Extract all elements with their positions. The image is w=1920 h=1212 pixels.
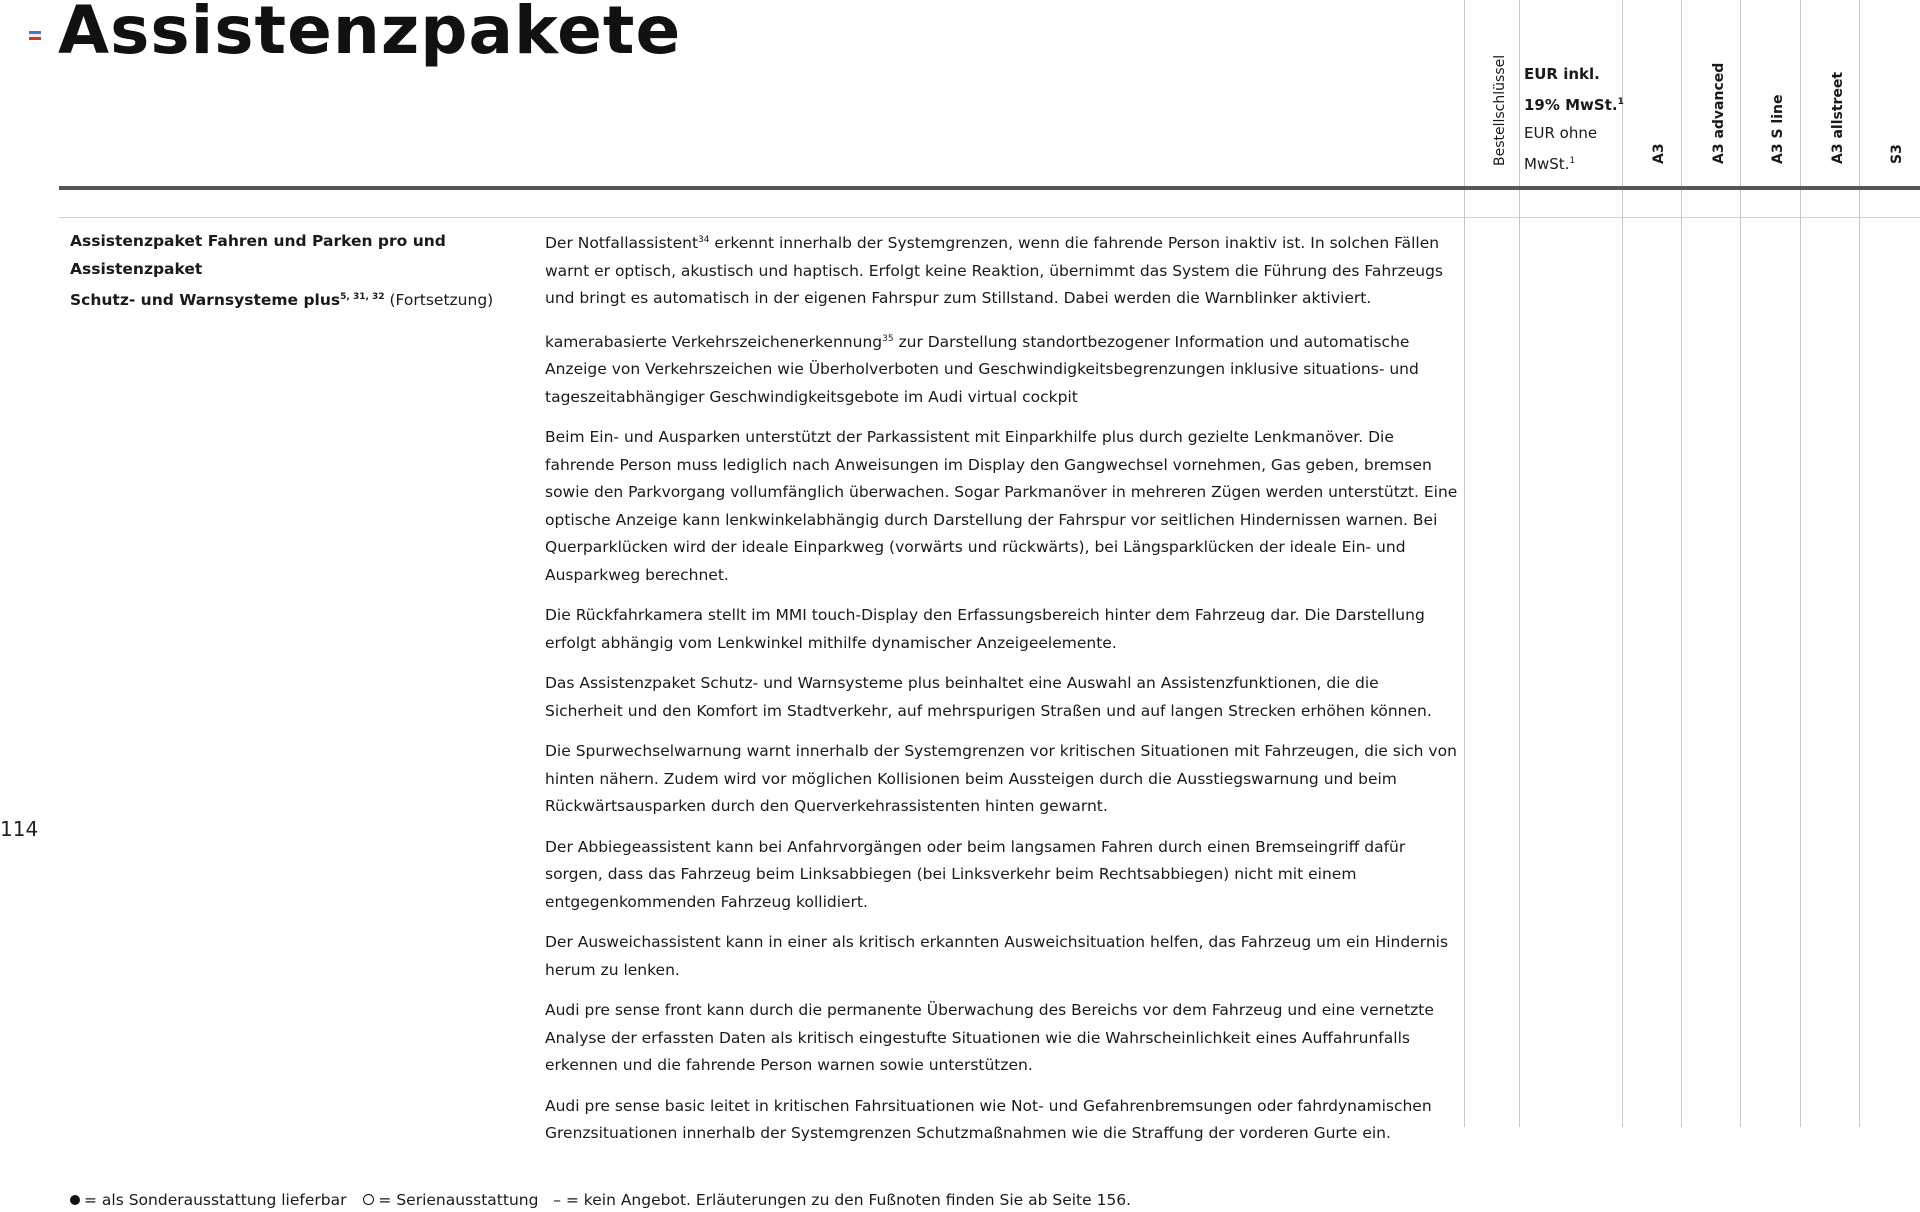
column-divider <box>1740 0 1741 1127</box>
price-excl-line2: MwSt. <box>1524 155 1570 173</box>
paragraph: Das Assistenzpaket Schutz- und Warnsysteme plus beinhaltet eine Auswahl an Assistenzfunktionen, die die Sicherheit und den Komfort im Stadtverkehr, auf mehrspurigen Straßen und auf langen Strecken erhöhen können. <box>545 674 1432 720</box>
row-divider <box>59 217 1920 218</box>
flag-icon <box>29 31 41 40</box>
price-excl-line1: EUR ohne <box>1524 124 1598 142</box>
legend-none: – = kein Angebot. Erläuterungen zu den Fußnoten finden Sie ab Seite 156. <box>553 1191 1132 1209</box>
description-text <box>545 227 1460 1161</box>
paragraph: Der Abbiegeassistent kann bei Anfahrvorgängen oder beim langsamen Fahren durch einen Bremseingriff dafür sorgen, dass das Fahrzeug beim Linksabbiegen (bei Linksverkehr beim Rechtsabbiegen) nicht mit einem entgegenkommenden Fahrzeug kollidiert. <box>545 837 1406 911</box>
open-circle-icon <box>363 1194 374 1205</box>
paragraph: Die Spurwechselwarnung warnt innerhalb der Systemgrenzen vor kritischen Situationen mit Fahrzeugen, die sich von hinten nähern. Zudem wird vor möglichen Kollisionen beim Aussteigen durch die Ausstiegswarnung und beim Rückwärtsausparken durch den Querverkehrassistenten hinten gewarnt. <box>545 742 1457 816</box>
flag-stripe-red <box>29 37 41 40</box>
column-header-model <box>1691 40 1731 180</box>
order-key-label: Bestellschlüssel <box>1492 54 1508 166</box>
header-divider <box>59 186 1920 190</box>
column-divider <box>1681 0 1682 1127</box>
column-divider <box>1859 0 1860 1127</box>
column-divider <box>1519 0 1520 1127</box>
column-header-order-key <box>1472 38 1512 178</box>
column-header-model <box>1631 40 1671 180</box>
model-label: A3 S line <box>1770 94 1786 164</box>
price-incl-line1: EUR inkl. <box>1524 65 1600 83</box>
price-incl-line2: 19% MwSt. <box>1524 96 1618 114</box>
paragraph: Der Notfallassistent$^{34}$ erkennt innerhalb der Systemgrenzen, wenn die fahrende Person inaktiv ist. In solchen Fällen warnt er optisch, akustisch und haptisch. Erfolgt keine Reaktion, übernimmt das System die Führung des Fahrzeugs und bringt es automatisch in der eigenen Fahrspur zum Stillstand. Dabei werden die Warnblinker aktiviert. <box>545 234 1444 308</box>
price-excl-footnote: 1 <box>1569 156 1576 166</box>
model-label: A3 allstreet <box>1830 71 1846 164</box>
page-number: 114 <box>0 817 39 841</box>
column-header-model <box>1750 40 1790 180</box>
model-label: A3 advanced <box>1711 62 1727 164</box>
section-title-line2: Schutz- und Warnsysteme plus <box>70 291 341 310</box>
paragraph: kamerabasierte Verkehrszeichenerkennung$^{35}$ zur Darstellung standortbezogener Information und automatische Anzeige von Verkehrszeichen wie Überholverboten und Geschwindigkeitsbegrenzungen inklusive situations- und tageszeitabhängiger Geschwindigkeitsgebote im Audi virtual cockpit <box>545 332 1419 406</box>
section-title <box>70 227 530 314</box>
paragraph: Audi pre sense front kann durch die permanente Überwachung des Bereichs vor dem Fahrzeug und eine vernetzte Analyse der erfassten Daten als kritisch eingestufte Situationen wie die Wahrscheinlichkeit eines Auffahrunfalls erkennen und die fahrende Person warnen sowie unterstützen. <box>545 1001 1434 1075</box>
legend-optional: = als Sonderausstattung lieferbar <box>84 1191 347 1209</box>
section-title-footnotes: 5, 31, 32 <box>340 292 385 302</box>
legend <box>70 1191 1131 1209</box>
column-header-model <box>1869 40 1909 180</box>
paragraph: Audi pre sense basic leitet in kritischen Fahrsituationen wie Not- und Gefahrenbremsungen oder fahrdynamischen Grenzsituationen innerhalb der Systemgrenzen Schutzmaßnahmen wie die Straffung der vorderen Gurte ein. <box>545 1096 1432 1143</box>
model-label: A3 <box>1651 143 1667 164</box>
paragraph: Beim Ein- und Ausparken unterstützt der Parkassistent mit Einparkhilfe plus durch gezielte Lenkmanöver. Die fahrende Person muss lediglich nach Anweisungen im Display den Gangwechsel vornehmen, Gas geben, bremsen sowie den Parkvorgang vollumfänglich überwachen. Sogar Parkmanöver in mehreren Zügen werden unterstützt. Eine optische Anzeige kann lenkwinkelabhängig durch Darstellung der Fahrspur vor seitlichen Hindernissen warnen. Bei Querparklücken wird der ideale Einparkweg (vorwärts und rückwärts), bei Längsparklücken der ideale Ein- und Ausparkweg berechnet. <box>545 428 1458 584</box>
column-header-model <box>1810 40 1850 180</box>
section-title-line1: Assistenzpaket Fahren und Parken pro und Assistenzpaket <box>70 232 446 278</box>
column-divider <box>1800 0 1801 1127</box>
section-continuation: (Fortsetzung) <box>389 291 494 310</box>
paragraph: Der Ausweichassistent kann in einer als kritisch erkannten Ausweichsituation helfen, das Fahrzeug um ein Hindernis herum zu lenken. <box>545 933 1449 979</box>
legend-standard: = Serienausstattung <box>378 1191 539 1209</box>
column-header-price <box>1524 60 1624 178</box>
page-title: Assistenzpakete <box>58 0 682 69</box>
filled-circle-icon <box>70 1195 80 1205</box>
paragraph: Die Rückfahrkamera stellt im MMI touch-Display den Erfassungsbereich hinter dem Fahrzeug dar. Die Darstellung erfolgt abhängig vom Lenkwinkel mithilfe dynamischer Anzeigeelemente. <box>545 606 1425 652</box>
column-divider <box>1464 0 1465 1127</box>
price-incl-footnote: 1 <box>1617 97 1624 107</box>
model-label: S3 <box>1889 144 1905 164</box>
